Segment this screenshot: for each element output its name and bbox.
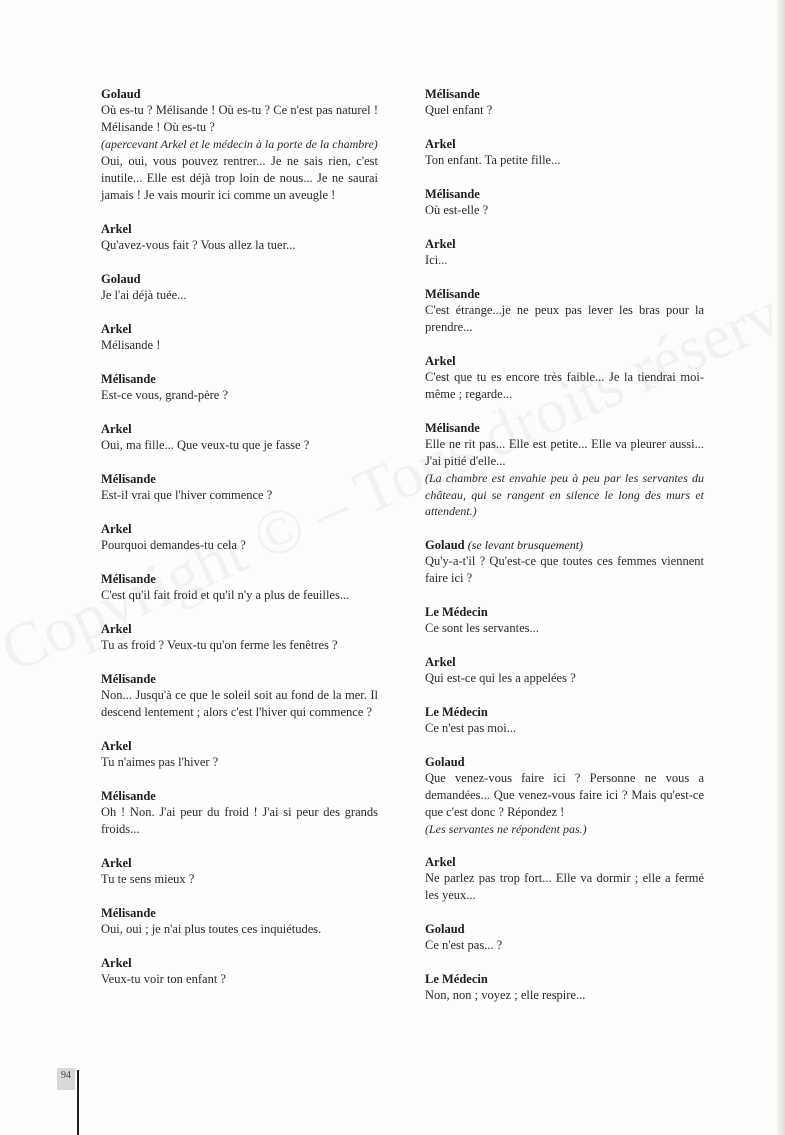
speaker-name — [425, 754, 704, 770]
speaker-name — [425, 654, 704, 670]
dialogue-entry — [101, 86, 378, 204]
left-column — [101, 86, 378, 1005]
dialogue-line: Non... Jusqu'à ce que le soleil soit au fond de la mer. Il descend lentement ; alors c'est l'hiver qui commence ? — [101, 687, 378, 719]
dialogue-line: Est-il vrai que l'hiver commence ? — [101, 487, 273, 502]
dialogue-line: Est-ce vous, grand-père ? — [101, 387, 229, 402]
speaker-label: Arkel — [101, 521, 132, 536]
dialogue-line: Qu'y-a-t'il ? Qu'est-ce que toutes ces femmes viennent faire ici ? — [425, 553, 704, 585]
speaker-label: Arkel — [425, 137, 456, 151]
dialogue-entry — [425, 971, 704, 1004]
speaker-name — [101, 421, 378, 437]
speaker-label: Arkel — [101, 221, 132, 236]
dialogue-entry — [425, 286, 704, 336]
dialogue-line: Ce n'est pas moi... — [425, 720, 517, 735]
dialogue-line: Oui, oui ; je n'ai plus toutes ces inquiétudes. — [101, 921, 322, 936]
speaker-label: Mélisande — [101, 671, 156, 686]
dialogue-entry — [101, 421, 378, 454]
speaker-label: Arkel — [101, 955, 132, 970]
speaker-name — [425, 136, 704, 152]
margin-rule — [77, 1070, 79, 1135]
dialogue-entry — [425, 921, 704, 954]
dialogue-line: Pourquoi demandes-tu cela ? — [101, 537, 246, 552]
dialogue-line: Tu n'aimes pas l'hiver ? — [101, 754, 219, 769]
dialogue-line: Oui, ma fille... Que veux-tu que je fasse ? — [101, 437, 310, 452]
dialogue-line: Ce sont les servantes... — [425, 620, 539, 635]
speaker-label: Arkel — [101, 621, 132, 636]
stage-direction: (La chambre est envahie peu à peu par les servantes du château, qui se rangent en silence le long des murs et attendent.) — [425, 471, 704, 518]
speaker-label: Mélisande — [101, 788, 156, 803]
speaker-name — [101, 621, 378, 637]
dialogue-entry — [101, 855, 378, 888]
dialogue-line: C'est étrange...je ne peux pas lever les bras pour la prendre... — [425, 303, 704, 334]
dialogue-entry — [425, 754, 704, 838]
dialogue-line: Mélisande ! — [101, 337, 161, 352]
speaker-label: Arkel — [425, 354, 456, 368]
speaker-label: Mélisande — [101, 471, 156, 486]
dialogue-line: Non, non ; voyez ; elle respire... — [425, 988, 586, 1002]
dialogue-entry — [101, 571, 378, 604]
dialogue-line: Qu'avez-vous fait ? Vous allez la tuer... — [101, 237, 296, 252]
dialogue-entry — [101, 671, 378, 721]
dialogue-entry — [101, 271, 378, 304]
speaker-label: Le Médecin — [425, 972, 488, 986]
dialogue-line: Ce n'est pas... ? — [425, 938, 503, 952]
speaker-label: Arkel — [101, 855, 132, 870]
dialogue-line: Ton enfant. Ta petite fille... — [425, 153, 561, 167]
dialogue-entry — [425, 236, 704, 269]
stage-direction: (Les servantes ne répondent pas.) — [425, 821, 587, 836]
speaker-name — [425, 420, 704, 436]
speaker-label: Le Médecin — [425, 604, 488, 619]
speaker-label: Arkel — [101, 421, 132, 436]
speaker-name — [425, 971, 704, 987]
speaker-name — [425, 854, 704, 870]
page-edge-shadow — [777, 0, 785, 1135]
right-column — [425, 86, 704, 1021]
speaker-label: Arkel — [425, 654, 456, 669]
dialogue-entry — [101, 621, 378, 654]
dialogue-entry — [425, 420, 704, 520]
dialogue-line: Ici... — [425, 253, 448, 267]
speaker-name — [425, 537, 704, 553]
dialogue-line: Tu te sens mieux ? — [101, 871, 195, 886]
dialogue-entry — [101, 321, 378, 354]
dialogue-line: C'est qu'il fait froid et qu'il n'y a plus de feuilles... — [101, 587, 350, 602]
dialogue-entry — [425, 86, 704, 119]
dialogue-entry — [101, 955, 378, 988]
speaker-name — [425, 236, 704, 252]
speaker-label: Mélisande — [425, 87, 480, 101]
speaker-name — [425, 86, 704, 102]
speaker-name — [101, 471, 378, 487]
dialogue-line: Ne parlez pas trop fort... Elle va dormir ; elle a fermé les yeux... — [425, 871, 704, 902]
dialogue-entry — [101, 521, 378, 554]
speaker-label: Arkel — [101, 738, 132, 753]
dialogue-line: Où es-tu ? Mélisande ! Où es-tu ? Ce n'est pas naturel ! Mélisande ! Où es-tu ? — [101, 103, 378, 134]
speaker-name — [101, 321, 378, 337]
speaker-label: Golaud — [425, 537, 465, 552]
speaker-name — [101, 855, 378, 871]
speaker-name — [101, 521, 378, 537]
speaker-name — [101, 86, 378, 102]
speaker-label: Mélisande — [425, 421, 480, 435]
speaker-name — [425, 353, 704, 369]
speaker-label: Golaud — [101, 87, 141, 101]
speaker-name — [425, 604, 704, 620]
dialogue-line: Oui, oui, vous pouvez rentrer... Je ne sais rien, c'est inutile... Elle est déjà trop loin de nous... Je ne saurai jamais ! Je vais mourir ici comme un aveugle ! — [101, 153, 378, 202]
dialogue-line: Quel enfant ? — [425, 103, 493, 117]
dialogue-line: Que venez-vous faire ici ? Personne ne vous a demandées... Que venez-vous faire ici ? Mais qu'est-ce que c'est donc ? Répondez ! — [425, 770, 704, 819]
dialogue-entry — [101, 371, 378, 404]
speaker-label: Mélisande — [101, 571, 156, 586]
stage-direction: (apercevant Arkel et le médecin à la porte de la chambre) — [101, 137, 378, 151]
speaker-name — [101, 271, 378, 287]
speaker-name — [425, 921, 704, 937]
speaker-label: Golaud — [101, 271, 141, 286]
dialogue-line: Tu as froid ? Veux-tu qu'on ferme les fenêtres ? — [101, 637, 338, 652]
speaker-name — [101, 671, 378, 687]
dialogue-entry — [425, 136, 704, 169]
dialogue-entry — [101, 788, 378, 838]
dialogue-entry — [101, 905, 378, 938]
speaker-name — [101, 371, 378, 387]
page-number: 94 — [57, 1068, 75, 1090]
speaker-label: Arkel — [425, 237, 456, 251]
speaker-label: Le Médecin — [425, 704, 488, 719]
speaker-name — [101, 788, 378, 804]
speaker-label: Mélisande — [425, 287, 480, 301]
speaker-name — [425, 704, 704, 720]
speaker-name — [425, 186, 704, 202]
dialogue-line: Oh ! Non. J'ai peur du froid ! J'ai si peur des grands froids... — [101, 804, 378, 836]
speaker-label: Arkel — [425, 855, 456, 869]
speaker-name — [101, 738, 378, 754]
speaker-label: Golaud — [425, 754, 465, 769]
dialogue-entry — [425, 537, 704, 587]
dialogue-line: Veux-tu voir ton enfant ? — [101, 971, 226, 986]
speaker-name — [101, 221, 378, 237]
speaker-name — [101, 955, 378, 971]
speaker-label: Mélisande — [425, 187, 480, 201]
dialogue-entry — [425, 604, 704, 637]
speaker-name — [101, 905, 378, 921]
dialogue-entry — [101, 221, 378, 254]
speaker-name — [101, 571, 378, 587]
dialogue-line: Je l'ai déjà tuée... — [101, 287, 187, 302]
dialogue-line: C'est que tu es encore très faible... Je la tiendrai moi-même ; regarde... — [425, 370, 704, 401]
speaker-label: Golaud — [425, 922, 465, 936]
speaker-label: Mélisande — [101, 905, 156, 920]
dialogue-entry — [101, 738, 378, 771]
dialogue-entry — [425, 854, 704, 904]
speaker-name — [425, 286, 704, 302]
dialogue-entry — [425, 704, 704, 737]
speaker-label: Arkel — [101, 321, 132, 336]
dialogue-line: Où est-elle ? — [425, 203, 489, 217]
dialogue-entry — [101, 471, 378, 504]
dialogue-entry — [425, 353, 704, 403]
dialogue-line: Elle ne rit pas... Elle est petite... Elle va pleurer aussi... J'ai pitié d'elle... — [425, 437, 704, 468]
dialogue-line: Qui est-ce qui les a appelées ? — [425, 670, 576, 685]
speaker-stage-direction: (se levant brusquement) — [467, 537, 584, 552]
speaker-label: Mélisande — [101, 371, 156, 386]
dialogue-entry — [425, 186, 704, 219]
dialogue-entry — [425, 654, 704, 687]
